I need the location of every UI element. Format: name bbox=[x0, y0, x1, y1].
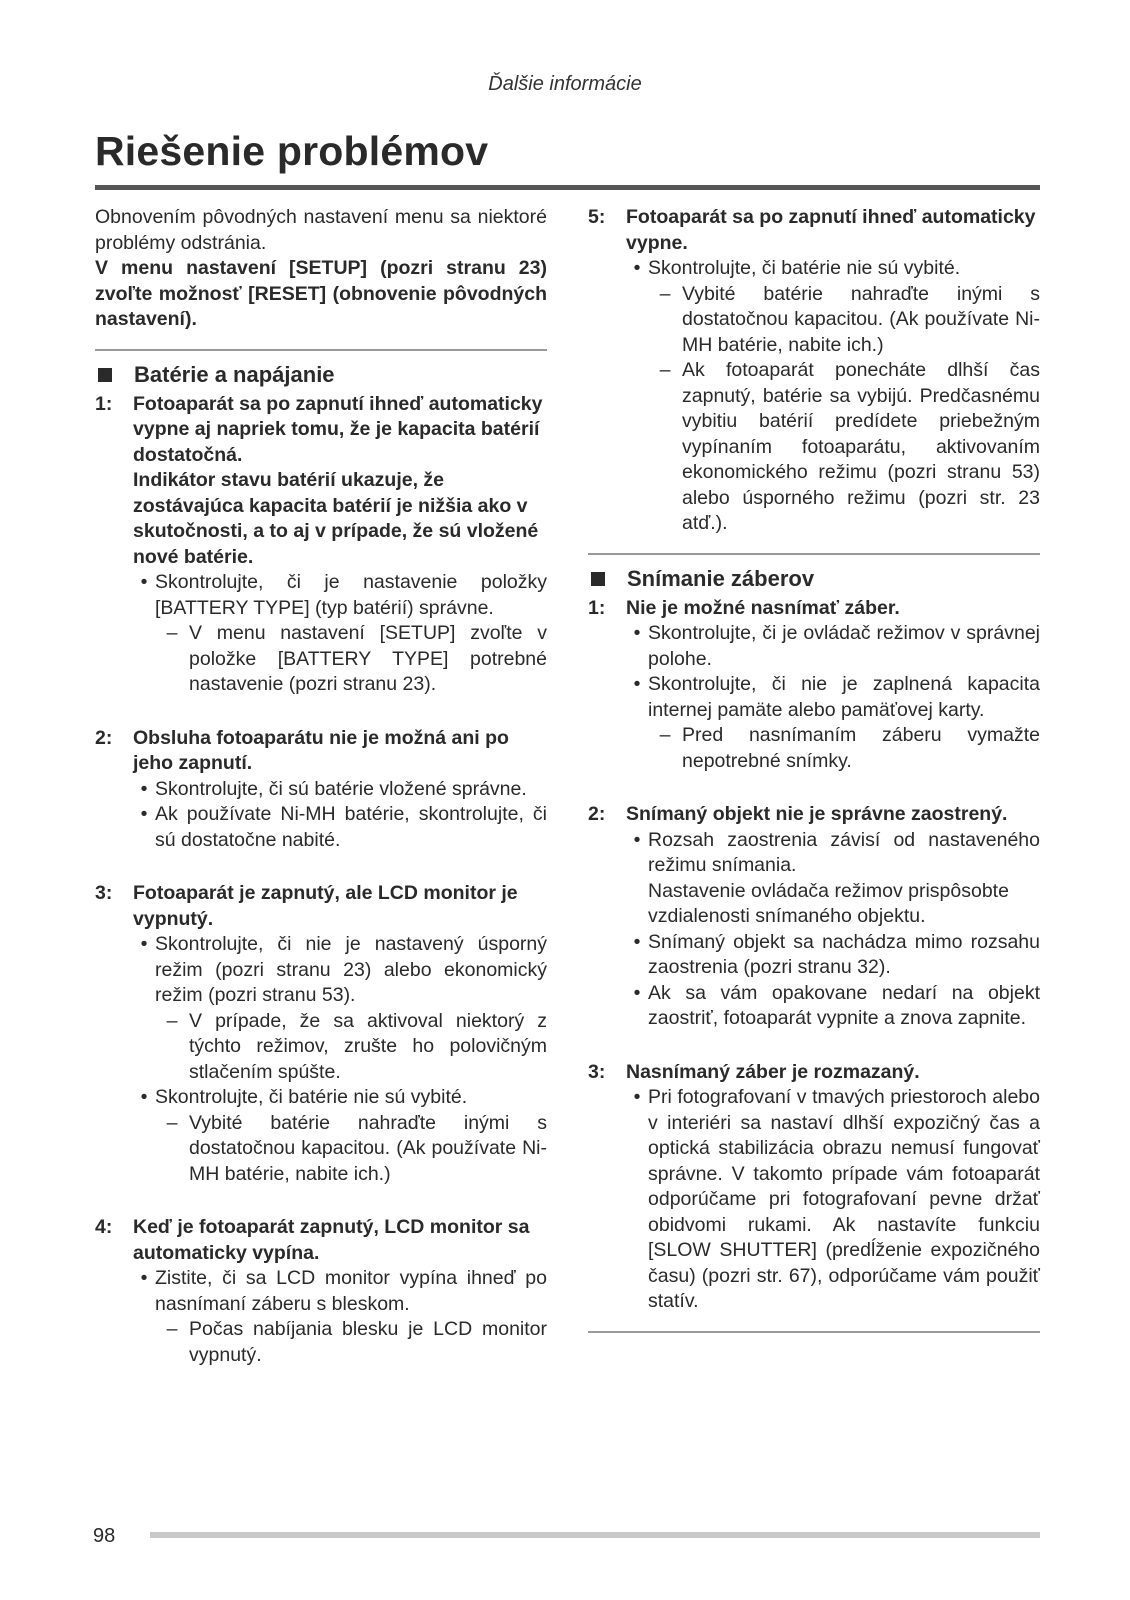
intro-text: Obnovením pôvodných nastavení menu sa niektoré problémy odstránia. bbox=[95, 206, 547, 254]
title-rule bbox=[95, 185, 1040, 190]
item-body bbox=[133, 881, 547, 1187]
bullet-item bbox=[626, 621, 1040, 672]
dash-text: Pred nasnímaním záberu vymažte nepotrebné snímky. bbox=[682, 724, 1040, 772]
troubleshoot-item bbox=[588, 205, 1040, 537]
bullet-text: Ak používate Ni-MH batérie, skontrolujte, či sú dostatočne nabité. bbox=[155, 803, 547, 851]
bullet-item bbox=[626, 981, 1040, 1032]
bullet-item bbox=[133, 570, 547, 621]
item-body bbox=[626, 205, 1040, 537]
dash-marker: – bbox=[166, 1318, 178, 1340]
bullet-item bbox=[133, 1266, 547, 1317]
bullet-text: Pri fotografovaní v tmavých priestoroch alebo v interiéri sa nastaví dlhší expozičný čas a optická stabilizácia obrazu nemusí fungovať správne. V takomto prípade vám fotoaparát odporúčame pri fotografovaní pevne držať obidvomi rukami. Ak nastavíte funkciu [SLOW SHUTTER] (predĺženie expozičného času) (pozri str. 67), odporúčame vám použiť statív. bbox=[648, 1086, 1040, 1312]
item-body bbox=[626, 1060, 1040, 1315]
bullet-marker: • bbox=[140, 933, 148, 955]
dash-text: Vybité batérie nahraďte inými s dostatočnou kapacitou. (Ak používate Ni-MH batérie, nabite ich.) bbox=[189, 1111, 547, 1185]
bullet-marker: • bbox=[633, 828, 641, 851]
bullet-text: Skontrolujte, či je nastavenie položky [BATTERY TYPE] (typ batérií) správne. bbox=[155, 571, 547, 619]
bullet-text: Skontrolujte, či je ovládač režimov v správnej polohe. bbox=[648, 622, 1040, 670]
bullet-marker: • bbox=[633, 930, 641, 953]
troubleshoot-item bbox=[588, 802, 1040, 1032]
item-number: 2: bbox=[95, 726, 113, 749]
troubleshoot-item bbox=[588, 1060, 1040, 1315]
bullet-marker: • bbox=[633, 981, 641, 1004]
square-bullet-icon bbox=[98, 368, 112, 382]
item-number: 3: bbox=[95, 882, 113, 904]
bullet-item bbox=[626, 672, 1040, 723]
item-question: Obsluha fotoaparátu nie je možná ani po jeho zapnutí. bbox=[133, 726, 509, 774]
section-title: Batérie a napájanie bbox=[134, 361, 335, 387]
bullet-item bbox=[626, 1085, 1040, 1315]
intro-instruction: V menu nastavení [SETUP] (pozri stranu 23) zvoľte možnosť [RESET] (obnovenie pôvodných nastavení). bbox=[95, 257, 547, 330]
section-divider bbox=[588, 553, 1040, 555]
dash-marker: – bbox=[166, 622, 178, 644]
right-column bbox=[588, 205, 1040, 1343]
bullet-marker: • bbox=[633, 257, 641, 279]
dash-item bbox=[133, 1009, 547, 1086]
bullet-marker: • bbox=[140, 803, 148, 825]
troubleshoot-item bbox=[95, 392, 547, 698]
item-number: 5: bbox=[588, 206, 606, 228]
section-heading-shooting bbox=[588, 565, 1040, 593]
dash-item bbox=[626, 358, 1040, 537]
bullet-text: Ak sa vám opakovane nedarí na objekt zaostriť, fotoaparát vypnite a znova zapnite. bbox=[648, 981, 1040, 1029]
troubleshoot-item bbox=[95, 726, 547, 854]
bullet-text: Rozsah zaostrenia závisí od nastaveného režimu snímania. bbox=[648, 828, 1040, 876]
troubleshoot-item bbox=[588, 596, 1040, 775]
bullet-text: Skontrolujte, či sú batérie vložené správne. bbox=[155, 777, 527, 800]
bullet-text: Skontrolujte, či nie je nastavený úsporný režim (pozri stranu 23) alebo ekonomický režim (pozri stranu 53). bbox=[155, 933, 547, 1006]
section-heading-battery bbox=[95, 361, 547, 389]
item-question: Snímaný objekt nie je správne zaostrený. bbox=[626, 803, 1008, 825]
section-divider bbox=[588, 1331, 1040, 1333]
dash-text: V menu nastavení [SETUP] zvoľte v položke [BATTERY TYPE] potrebné nastavenie (pozri stranu 23). bbox=[189, 622, 547, 695]
bullet-text: Snímaný objekt sa nachádza mimo rozsahu zaostrenia (pozri stranu 32). bbox=[648, 930, 1040, 978]
running-head: Ďalšie informácie bbox=[488, 73, 642, 95]
square-bullet-icon bbox=[591, 572, 605, 586]
dash-item bbox=[133, 1317, 547, 1368]
item-question: Fotoaparát sa po zapnutí ihneď automaticky vypne aj napriek tomu, že je kapacita batérií dostatočná. bbox=[133, 392, 543, 466]
item-question: Nasnímaný záber je rozmazaný. bbox=[626, 1060, 920, 1083]
bullet-text: Skontrolujte, či batérie nie sú vybité. bbox=[155, 1086, 468, 1108]
item-question: Fotoaparát sa po zapnutí ihneď automaticky vypne. bbox=[626, 206, 1036, 254]
bullet-item bbox=[626, 828, 1040, 879]
left-column bbox=[95, 205, 547, 1368]
item-body bbox=[626, 802, 1040, 1032]
bullet-item bbox=[133, 802, 547, 853]
dash-text: Počas nabíjania blesku je LCD monitor vypnutý. bbox=[189, 1318, 547, 1366]
item-number: 1: bbox=[95, 392, 113, 415]
item-body bbox=[626, 596, 1040, 775]
bullet-text: Zistite, či sa LCD monitor vypína ihneď po nasnímaní záberu s bleskom. bbox=[155, 1267, 547, 1315]
item-question-detail: Indikátor stavu batérií ukazuje, že zostávajúca kapacita batérií je nižšia ako v skutočnosti, a to aj v prípade, že sú vložené nové batérie. bbox=[133, 469, 539, 568]
item-number: 4: bbox=[95, 1216, 113, 1238]
section-divider bbox=[95, 349, 547, 351]
item-number: 3: bbox=[588, 1060, 606, 1083]
dash-marker: – bbox=[659, 359, 671, 381]
dash-marker: – bbox=[166, 1111, 178, 1134]
bullet-marker: • bbox=[633, 622, 641, 644]
item-body bbox=[133, 392, 547, 698]
dash-marker: – bbox=[659, 282, 671, 305]
bullet-marker: • bbox=[633, 673, 641, 695]
troubleshoot-item bbox=[95, 1215, 547, 1368]
item-body bbox=[133, 726, 547, 854]
item-question: Keď je fotoaparát zapnutý, LCD monitor sa automaticky vypína. bbox=[133, 1216, 530, 1264]
bullet-text: Skontrolujte, či nie je zaplnená kapacita internej pamäte alebo pamäťovej karty. bbox=[648, 673, 1040, 721]
bullet-continuation: Nastavenie ovládača režimov prispôsobte vzdialenosti snímaného objektu. bbox=[648, 879, 1009, 927]
dash-marker: – bbox=[659, 724, 671, 746]
bullet-marker: • bbox=[140, 571, 148, 593]
dash-item bbox=[626, 723, 1040, 774]
bullet-marker: • bbox=[140, 1086, 148, 1108]
item-question: Nie je možné nasnímať záber. bbox=[626, 596, 900, 619]
footer-rule bbox=[150, 1532, 1040, 1538]
dash-item bbox=[133, 1111, 547, 1188]
dash-text: Vybité batérie nahraďte inými s dostatočnou kapacitou. (Ak používate Ni-MH batérie, nabite ich.) bbox=[682, 282, 1040, 356]
dash-text: Ak fotoaparát ponecháte dlhší čas zapnutý, batérie sa vybijú. Predčasnému vybitiu batérií predídete priebežným vypínaním fotoaparátu, aktivovaním ekonomického režimu (pozri stranu 53) alebo úsporného režimu (pozri str. 23 atď.). bbox=[682, 359, 1040, 534]
bullet-item bbox=[626, 930, 1040, 981]
dash-item bbox=[133, 621, 547, 698]
dash-marker: – bbox=[166, 1009, 178, 1032]
item-question: Fotoaparát je zapnutý, ale LCD monitor je vypnutý. bbox=[133, 882, 518, 930]
dash-text: V prípade, že sa aktivoval niektorý z týchto režimov, zrušte ho polovičným stlačením spúšte. bbox=[189, 1009, 547, 1083]
page-number: 98 bbox=[93, 1525, 116, 1547]
bullet-item bbox=[133, 932, 547, 1009]
page-title: Riešenie problémov bbox=[95, 128, 489, 174]
bullet-marker: • bbox=[140, 777, 148, 800]
bullet-marker: • bbox=[633, 1086, 641, 1108]
dash-item bbox=[626, 282, 1040, 359]
bullet-item bbox=[626, 256, 1040, 282]
item-number: 1: bbox=[588, 596, 606, 619]
bullet-text: Skontrolujte, či batérie nie sú vybité. bbox=[648, 257, 961, 279]
section-title: Snímanie záberov bbox=[627, 565, 815, 591]
bullet-marker: • bbox=[140, 1267, 148, 1289]
troubleshoot-item bbox=[95, 881, 547, 1187]
bullet-item bbox=[133, 777, 547, 803]
bullet-item bbox=[133, 1085, 547, 1111]
item-number: 2: bbox=[588, 803, 606, 825]
item-body bbox=[133, 1215, 547, 1368]
